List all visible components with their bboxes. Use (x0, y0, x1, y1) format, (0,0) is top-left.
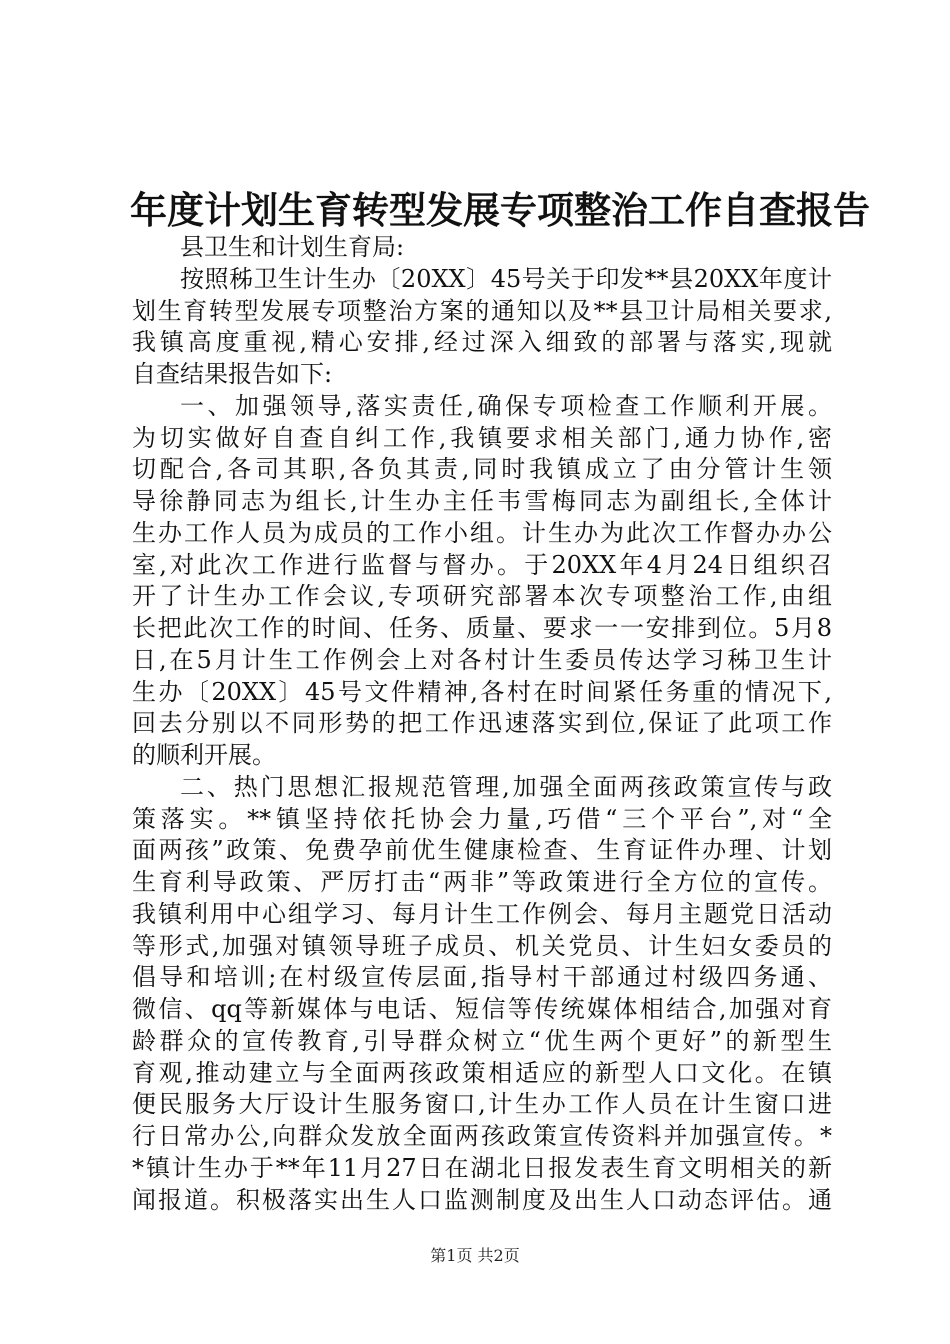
text-line: 的顺利开展。 (132, 741, 276, 769)
text-line: 开了计生办工作会议,专项研究部署本次专项整治工作,由组 (132, 582, 832, 611)
text-line: 倡导和培训;在村级宣传层面,指导村干部通过村级四务通、 (132, 963, 832, 992)
text-line: 闻报道。积极落实出生人口监测制度及出生人口动态评估。通 (132, 1185, 832, 1214)
page-footer: 第1页 共2页 (430, 1246, 520, 1265)
text-line: 策落实。**镇坚持依托协会力量,巧借“三个平台”,对“全 (132, 804, 832, 833)
text-line: 自查结果报告如下: (132, 360, 333, 388)
text-line: 微信、qq等新媒体与电话、短信等传统媒体相结合,加强对育 (132, 995, 832, 1023)
document-body (132, 232, 832, 1216)
text-line: 二、热门思想汇报规范管理,加强全面两孩政策宣传与政 (180, 772, 832, 801)
text-line: 为切实做好自查自纠工作,我镇要求相关部门,通力协作,密 (132, 423, 832, 452)
text-line: 长把此次工作的时间、任务、质量、要求一一安排到位。5月8 (132, 614, 832, 642)
text-line: 便民服务大厅设计生服务窗口,计生办工作人员在计生窗口进 (132, 1090, 832, 1119)
text-line: *镇计生办于**年11月27日在湖北日报发表生育文明相关的新 (132, 1153, 832, 1182)
text-line: 日,在5月计生工作例会上对各村计生委员传达学习秭卫生计 (132, 645, 832, 674)
text-line: 导徐静同志为组长,计生办主任韦雪梅同志为副组长,全体计 (132, 487, 832, 515)
text-line: 育观,推动建立与全面两孩政策相适应的新型人口文化。在镇 (132, 1058, 832, 1087)
text-line: 县卫生和计划生育局: (180, 233, 405, 261)
document-title: 年度计划生育转型发展专项整治工作自查报告 (130, 188, 870, 232)
text-line: 行日常办公,向群众发放全面两孩政策宣传资料并加强宣传。* (132, 1122, 832, 1150)
text-line: 生办工作人员为成员的工作小组。计生办为此次工作督办办公 (132, 518, 832, 547)
text-line: 回去分别以不同形势的把工作迅速落实到位,保证了此项工作 (132, 709, 832, 738)
text-line: 面两孩”政策、免费孕前优生健康检查、生育证件办理、计划 (132, 836, 832, 865)
text-line: 等形式,加强对镇领导班子成员、机关党员、计生妇女委员的 (132, 931, 832, 960)
text-line: 龄群众的宣传教育,引导群众树立“优生两个更好”的新型生 (132, 1026, 832, 1055)
text-line: 按照秭卫生计生办〔20XX〕45号关于印发**县20XX年度计 (180, 264, 832, 293)
text-line: 生育利导政策、严厉打击“两非”等政策进行全方位的宣传。 (132, 868, 832, 896)
text-line: 切配合,各司其职,各负其责,同时我镇成立了由分管计生领 (132, 455, 832, 484)
text-line: 室,对此次工作进行监督与督办。于20XX年4月24日组织召 (132, 550, 832, 579)
text-line: 划生育转型发展专项整治方案的通知以及**县卫计局相关要求, (132, 296, 832, 325)
text-line: 生办〔20XX〕45号文件精神,各村在时间紧任务重的情况下, (132, 677, 832, 706)
text-line: 一、加强领导,落实责任,确保专项检查工作顺利开展。 (180, 391, 832, 420)
text-line: 我镇利用中心组学习、每月计生工作例会、每月主题党日活动 (132, 899, 832, 928)
text-line: 我镇高度重视,精心安排,经过深入细致的部署与落实,现就 (132, 328, 832, 357)
